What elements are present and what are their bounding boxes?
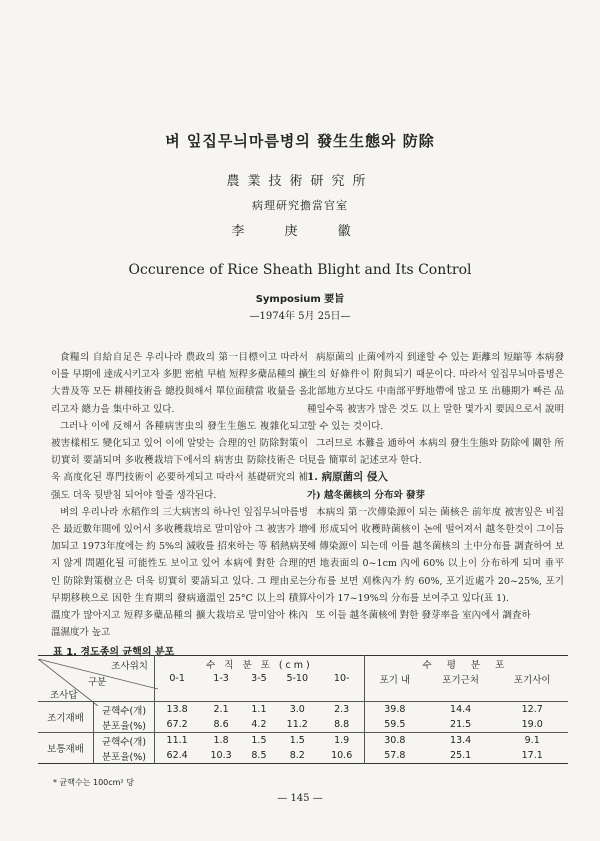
table-cell: 1.5 bbox=[289, 735, 305, 746]
column-header: 0-1 bbox=[155, 671, 200, 686]
table-cell: 59.5 bbox=[364, 717, 425, 733]
institute-name: 農業技術研究所 bbox=[226, 174, 374, 189]
table-cell: 62.4 bbox=[155, 748, 200, 764]
table-cell: 8.5 bbox=[251, 750, 267, 761]
row-label: 분포율(%) bbox=[94, 717, 155, 733]
table-cell: 30.8 bbox=[364, 733, 425, 749]
body-paragraph: 本病의 第一次傳染源이 되는 菌核은 前年度 被害잎은 비집에 形成되어 收穫時菌核이 논에 떨어져서 越冬한것이 그이듬해 傳染源이 되는데 이를 越冬菌核의 土中分布를 調査하여 보면 地表面의 0~1cm 內에 60% 以上이 分布하게 되며 垂平分布를 보면 刈株內가 約 60%, 포기近處가 20~25%, 포기사이가 17~19%의 分布를 보여주고 있다(표 1). bbox=[307, 506, 564, 604]
table-cell: 2.1 bbox=[213, 704, 229, 715]
symposium-label: Symposium 要旨 bbox=[255, 294, 345, 305]
table-cell: 1.1 bbox=[251, 704, 267, 715]
table-cell: 2.3 bbox=[334, 704, 350, 715]
horizontal-distribution-header: 수 평 분 포 bbox=[364, 656, 568, 672]
table-cell: 9.1 bbox=[524, 735, 540, 746]
table-cell: 3.0 bbox=[289, 704, 305, 715]
body-paragraph: 그러나 이에 反해서 各種病害虫의 發生生態도 複雜化되고 被害樣相도 變化되고 있어 이에 알맞는 合理的인 防除對策이 切實히 要請되며 多收穫栽培下에서의 病害虫 防除技術은 더욱 高度化된 專門技術이 必要하게되고 따라서 基礎研究의 補强도 더욱 뒷받침 되어야 할줄 생각된다. bbox=[51, 420, 308, 501]
row-label: 균핵수(개) bbox=[94, 733, 155, 749]
left-column bbox=[51, 349, 308, 641]
table-cell: 57.8 bbox=[364, 748, 425, 764]
table-footnote: * 균핵수는 100cm² 당 bbox=[53, 778, 134, 787]
column-header: 5-10 bbox=[286, 673, 309, 684]
vertical-distribution-header: 수 직 분 포 (cm) bbox=[155, 656, 365, 672]
table-cell: 11.1 bbox=[155, 733, 200, 749]
right-column bbox=[307, 349, 564, 624]
corner-label-bottom: 조사답 bbox=[50, 689, 78, 701]
row-label: 분포율(%) bbox=[94, 748, 155, 764]
table-cell: 13.4 bbox=[450, 735, 472, 746]
group-label: 조기재배 bbox=[47, 713, 84, 724]
body-paragraph: 食糧의 自給自足은 우리나라 農政의 第一目標이고 따라서 이를 早期에 達成시키고자 多肥 密植 早植 短稈多蘗品種의 擴大普及等 모든 耕種技術을 總投與해서 單位面積當 收量을 올리고자 總力을 集中하고 있다. bbox=[51, 352, 308, 415]
corner-label-top: 조사위치 bbox=[111, 661, 148, 672]
table-corner-cell bbox=[38, 656, 155, 687]
table-cell: 8.8 bbox=[334, 719, 350, 730]
column-header: 포기근처 bbox=[442, 674, 479, 686]
table-cell: 4.2 bbox=[251, 719, 267, 730]
table-cell: 19.0 bbox=[521, 719, 543, 730]
table-row bbox=[38, 748, 568, 764]
column-header: 3-5 bbox=[251, 673, 267, 684]
subsection-heading: 가) 越冬菌核의 分布와 發芽 bbox=[307, 489, 425, 501]
table-caption: 표 1. 경도종의 균핵의 분포 bbox=[53, 647, 175, 658]
group-label: 보통재배 bbox=[47, 744, 84, 755]
section-heading: 1. 病原菌의 侵入 bbox=[307, 471, 388, 484]
table-cell: 10.6 bbox=[331, 750, 353, 761]
row-label: 균핵수(개) bbox=[94, 702, 155, 718]
sclerotia-distribution-table bbox=[38, 655, 568, 764]
corner-label-mid: 구분 bbox=[88, 677, 107, 688]
table-cell: 25.1 bbox=[450, 750, 472, 761]
table-row bbox=[38, 717, 568, 733]
author-name: 李 庚 徽 bbox=[231, 224, 369, 239]
table-cell: 10.3 bbox=[210, 750, 232, 761]
table-cell: 8.6 bbox=[213, 719, 229, 730]
body-paragraph: 病原菌의 止菌에까지 到達할 수 있는 距離의 短縮等 本病發生의 好條件이 附與되기 때문이다. 따라서 잎집무늬마름병은 北部地方보다도 中南部平野地帶에 많고 또 出穗期가 빠른 品種일수록 被害가 많은 것도 以上 말한 몇가지 要因으로서 說明할 수 있는 것이다. bbox=[307, 352, 564, 432]
table-row bbox=[38, 733, 568, 749]
symposium-date: —1974年 5月 25日— bbox=[249, 311, 351, 322]
table-cell: 14.4 bbox=[450, 704, 472, 715]
korean-title: 벼 잎집무늬마름병의 發生生態와 防除 bbox=[165, 132, 435, 150]
table-cell: 67.2 bbox=[155, 717, 200, 733]
body-paragraph: 또 이들 越冬菌核에 對한 發芽率을 室內에서 調査하 bbox=[316, 610, 531, 622]
table-row bbox=[38, 702, 568, 718]
table-cell: 17.1 bbox=[521, 750, 543, 761]
table-cell: 13.8 bbox=[155, 702, 200, 718]
table-cell: 12.7 bbox=[521, 704, 543, 715]
column-header: 1-3 bbox=[213, 673, 229, 684]
body-paragraph: 벼의 우리나라 水稻作의 三大病害의 하나인 잎집무늬마름병은 最近數年間에 있어서 多收穫栽培로 말미암아 그 被害가 增加되고 1973年度에는 約 5%의 減收를 招來하는 等 稻熱病못지 않게 問題化될 可能性도 보이고 있어 本病에 對한 合理的인 防除對策樹立은 더욱 切實히 要請되고 있다. 그 理由로는 早期移秧으로 因한 生育期의 發病適溫인 25°C 以上의 積算溫度가 많아지고 短稈多蘗品種의 擴大栽培로 말미암아 株內溫濕度가 높고 bbox=[51, 506, 308, 639]
column-header: 10- bbox=[333, 673, 350, 684]
department-name: 病理研究擔當官室 bbox=[252, 199, 348, 212]
table-cell: 21.5 bbox=[450, 719, 472, 730]
table-cell: 1.5 bbox=[251, 735, 267, 746]
table-cell: 1.9 bbox=[334, 735, 350, 746]
page-number: — 145 — bbox=[277, 793, 323, 804]
body-paragraph: 그러므로 本難을 通하여 本病의 發生生態와 防除에 關한 所見을 簡單히 記述코자 한다. bbox=[307, 438, 564, 467]
table-cell: 8.2 bbox=[289, 750, 305, 761]
table-cell: 39.8 bbox=[364, 702, 425, 718]
english-title: Occurence of Rice Sheath Blight and Its Control bbox=[128, 262, 472, 278]
column-header: 포기사이 bbox=[513, 674, 551, 686]
table-cell: 1.8 bbox=[213, 735, 229, 746]
column-header: 포기 내 bbox=[364, 671, 425, 686]
table-cell: 11.2 bbox=[286, 719, 308, 730]
